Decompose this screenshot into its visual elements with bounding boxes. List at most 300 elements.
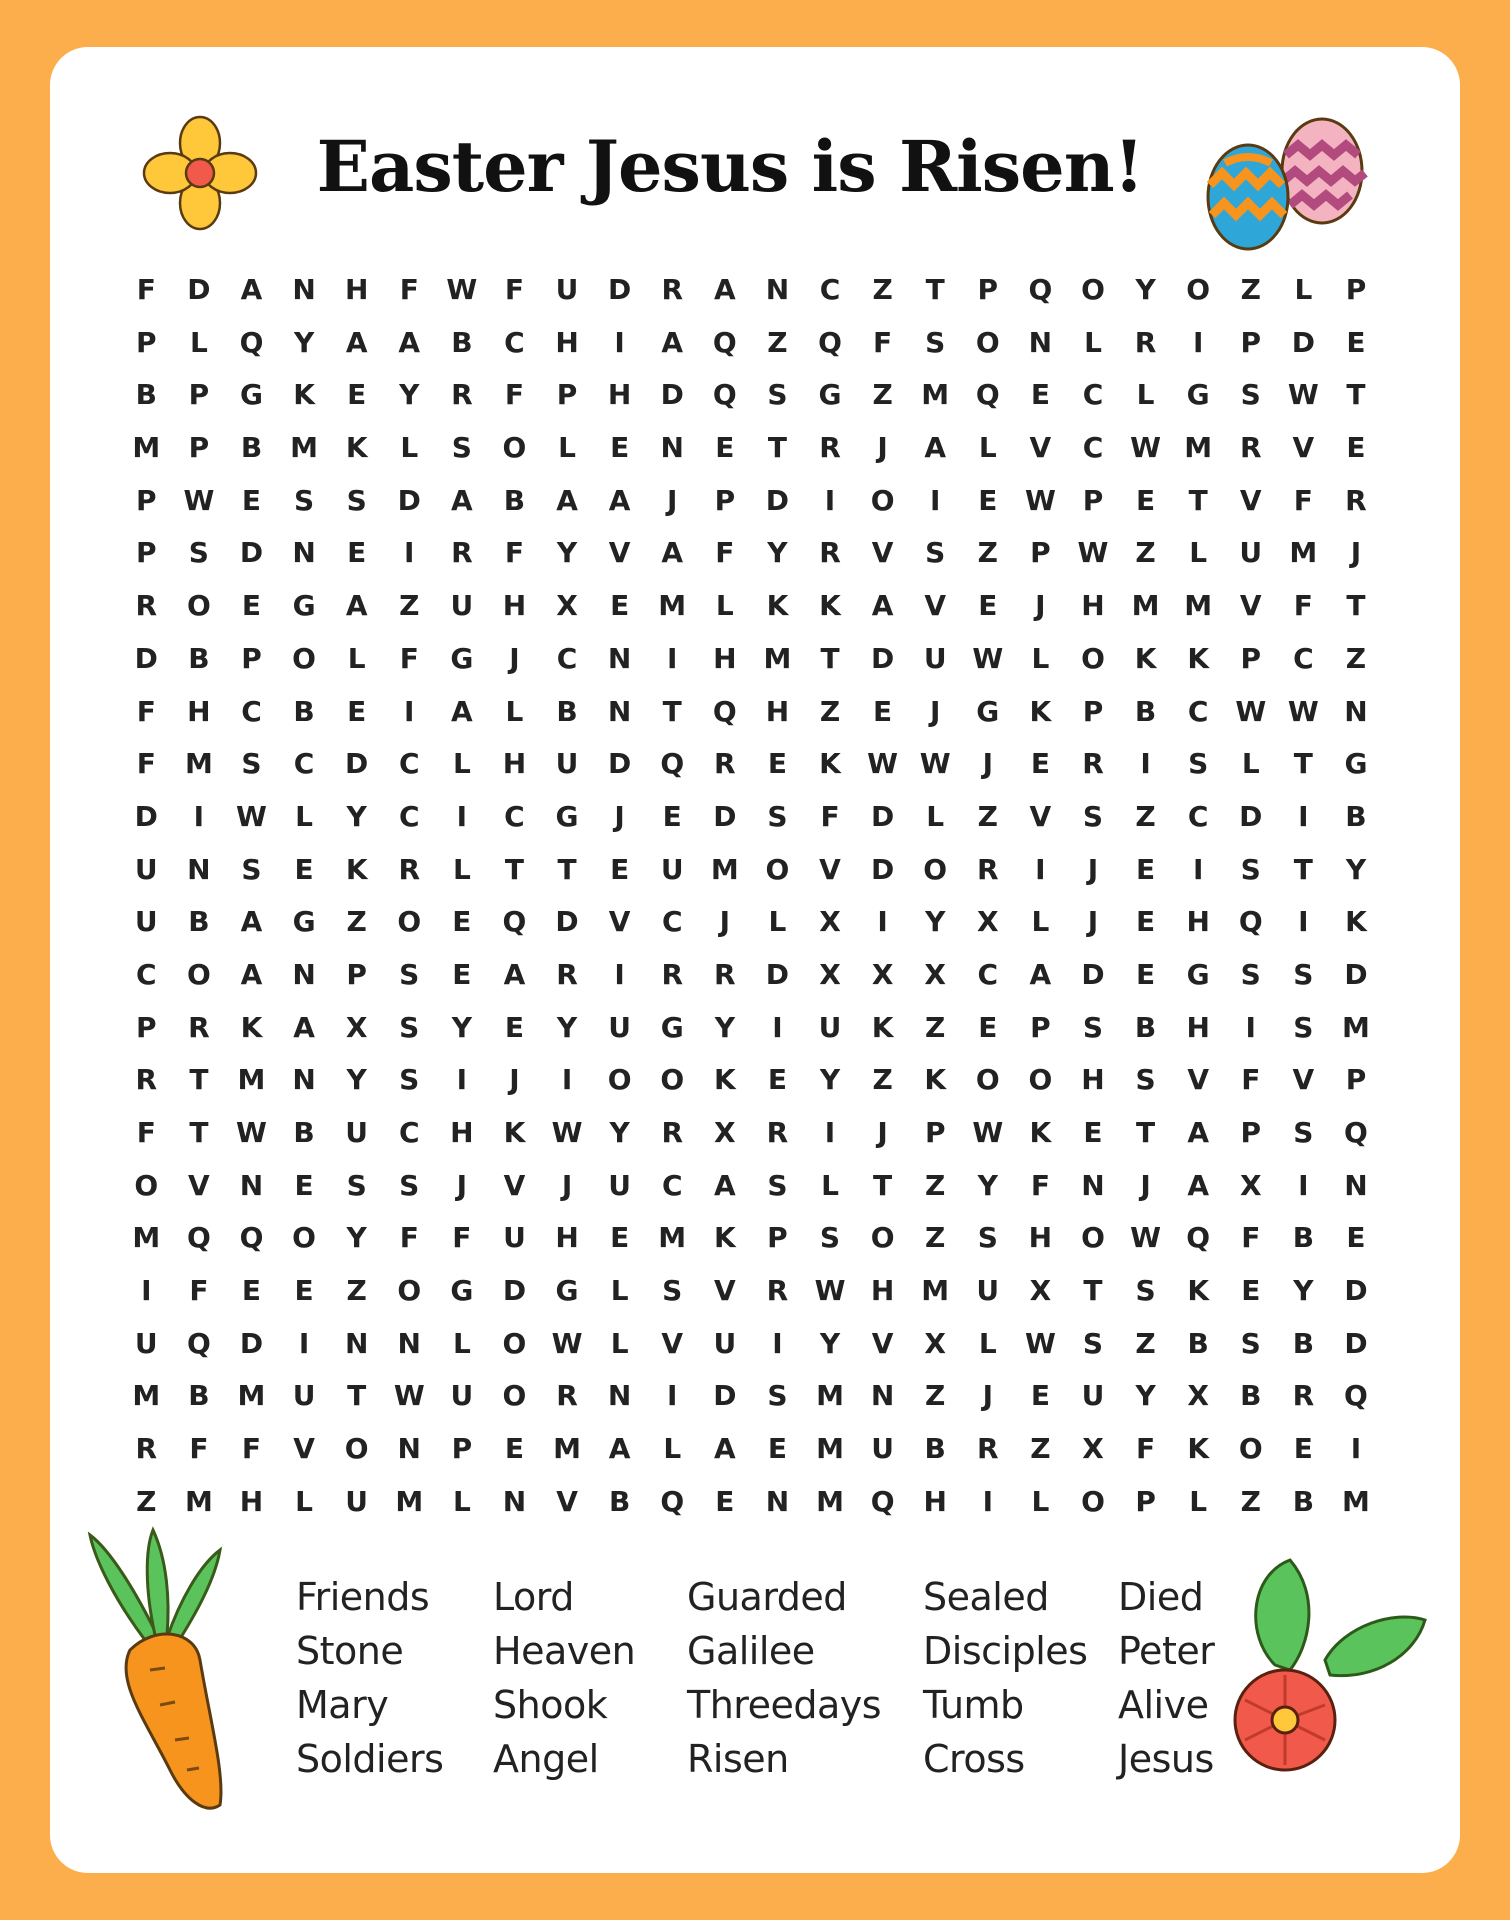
grid-letter: D bbox=[134, 799, 158, 833]
grid-letter: S bbox=[1135, 1063, 1156, 1097]
grid-letter: N bbox=[1344, 1168, 1368, 1202]
grid-letter: C bbox=[293, 747, 315, 781]
grid-row bbox=[120, 686, 1382, 739]
grid-letter: M bbox=[237, 1379, 266, 1413]
grid-letter: A bbox=[1187, 1116, 1209, 1149]
grid-letter: G bbox=[818, 378, 842, 412]
grid-letter: A bbox=[713, 1168, 736, 1202]
grid-letter: Y bbox=[1135, 1379, 1156, 1413]
grid-letter: J bbox=[1140, 1168, 1151, 1202]
grid-letter: F bbox=[1293, 483, 1313, 517]
grid-letter: P bbox=[451, 1432, 473, 1466]
grid-letter: B bbox=[1292, 1326, 1315, 1360]
grid-letter: V bbox=[608, 536, 631, 570]
grid-letter: J bbox=[667, 483, 678, 517]
grid-letter: N bbox=[1028, 325, 1053, 359]
grid-letter: M bbox=[816, 1432, 844, 1466]
grid-letter: F bbox=[452, 1221, 472, 1255]
grid-row bbox=[120, 633, 1382, 686]
grid-letter: R bbox=[1134, 325, 1157, 359]
grid-letter: V bbox=[293, 1432, 315, 1466]
grid-letter: W bbox=[1287, 378, 1319, 412]
grid-letter: M bbox=[1131, 589, 1160, 623]
grid-letter: D bbox=[1344, 957, 1368, 991]
grid-letter: Q bbox=[239, 325, 264, 359]
grid-letter: V bbox=[1239, 589, 1262, 623]
grid-letter: Q bbox=[660, 1484, 685, 1518]
grid-letter: Z bbox=[399, 589, 420, 623]
grid-letter: R bbox=[398, 852, 421, 886]
grid-letter: G bbox=[660, 1010, 684, 1044]
grid-letter: T bbox=[1346, 589, 1366, 623]
grid-row bbox=[120, 949, 1382, 1002]
grid-letter: Z bbox=[1345, 641, 1367, 675]
easter-eggs-icon bbox=[1190, 115, 1375, 255]
grid-letter: Y bbox=[1135, 273, 1156, 306]
grid-letter: O bbox=[134, 1168, 159, 1202]
grid-letter: H bbox=[187, 694, 211, 728]
grid-letter: V bbox=[188, 1168, 210, 1202]
grid-letter: T bbox=[925, 273, 945, 306]
grid-letter: R bbox=[714, 957, 736, 991]
grid-letter: J bbox=[1350, 536, 1362, 570]
grid-letter: Y bbox=[556, 536, 578, 570]
grid-letter: A bbox=[345, 325, 368, 359]
grid-letter: L bbox=[452, 1326, 471, 1360]
grid-letter: T bbox=[189, 1116, 209, 1149]
grid-letter: M bbox=[921, 378, 950, 412]
grid-letter: B bbox=[188, 641, 210, 675]
grid-letter: M bbox=[132, 431, 161, 465]
grid-row bbox=[120, 738, 1382, 791]
grid-letter: J bbox=[509, 641, 520, 675]
grid-letter: O bbox=[660, 1063, 685, 1097]
grid-letter: K bbox=[1187, 1274, 1210, 1308]
grid-letter: S bbox=[241, 852, 262, 886]
grid-letter: K bbox=[819, 747, 841, 781]
grid-letter: I bbox=[824, 1116, 836, 1149]
grid-letter: M bbox=[132, 1221, 161, 1255]
grid-letter: L bbox=[452, 1484, 471, 1518]
grid-letter: B bbox=[135, 378, 157, 412]
grid-letter: U bbox=[555, 747, 579, 781]
grid-letter: K bbox=[503, 1116, 526, 1149]
grid-letter: S bbox=[1082, 799, 1104, 833]
grid-letter: I bbox=[772, 1010, 783, 1044]
grid-letter: E bbox=[1136, 483, 1156, 517]
grid-letter: C bbox=[1187, 799, 1209, 833]
grid-letter: Y bbox=[451, 1010, 472, 1044]
grid-letter: Q bbox=[660, 747, 685, 781]
grid-letter: Y bbox=[977, 1168, 998, 1202]
grid-letter: U bbox=[976, 1274, 1000, 1308]
grid-letter: N bbox=[292, 957, 316, 991]
search-word: Galilee bbox=[687, 1629, 815, 1673]
grid-letter: J bbox=[877, 431, 888, 465]
grid-letter: P bbox=[977, 273, 999, 306]
grid-letter: F bbox=[715, 536, 735, 570]
grid-letter: E bbox=[610, 852, 630, 886]
grid-letter: T bbox=[1083, 1274, 1103, 1308]
grid-letter: L bbox=[1031, 1484, 1050, 1518]
grid-letter: Z bbox=[346, 905, 367, 939]
grid-letter: X bbox=[819, 905, 841, 939]
grid-letter: S bbox=[1293, 1010, 1314, 1044]
grid-letter: E bbox=[452, 905, 472, 939]
grid-letter: F bbox=[1241, 1063, 1261, 1097]
grid-letter: O bbox=[607, 1063, 632, 1097]
grid-letter: O bbox=[292, 1221, 316, 1255]
grid-letter: T bbox=[1293, 747, 1313, 781]
grid-letter: Z bbox=[925, 1168, 946, 1202]
grid-letter: Y bbox=[1345, 852, 1367, 886]
grid-letter: O bbox=[292, 641, 316, 675]
grid-letter: F bbox=[136, 273, 156, 306]
grid-row bbox=[120, 264, 1382, 317]
flower-leaves-icon bbox=[1215, 1555, 1435, 1775]
grid-letter: A bbox=[713, 273, 736, 306]
word-column bbox=[493, 1570, 635, 1786]
grid-letter: N bbox=[1344, 694, 1368, 728]
grid-letter: M bbox=[816, 1484, 844, 1518]
grid-letter: Q bbox=[712, 694, 737, 728]
page-title: Easter Jesus is Risen! bbox=[316, 125, 1144, 208]
word-column bbox=[687, 1570, 881, 1786]
grid-letter: I bbox=[824, 483, 836, 517]
grid-letter: T bbox=[767, 431, 787, 465]
grid-letter: V bbox=[1029, 431, 1052, 465]
grid-letter: Q bbox=[870, 1484, 895, 1518]
grid-letter: I bbox=[456, 1063, 468, 1097]
grid-letter: N bbox=[502, 1484, 527, 1518]
grid-letter: B bbox=[1345, 799, 1367, 833]
grid-letter: S bbox=[1082, 1010, 1104, 1044]
grid-letter: Y bbox=[399, 378, 420, 412]
grid-letter: A bbox=[451, 694, 473, 728]
grid-letter: V bbox=[1292, 1063, 1315, 1097]
grid-letter: O bbox=[502, 1326, 527, 1360]
grid-letter: F bbox=[399, 1221, 419, 1255]
grid-letter: L bbox=[1189, 1484, 1208, 1518]
grid-letter: G bbox=[292, 589, 316, 623]
grid-letter: T bbox=[1293, 852, 1313, 886]
grid-letter: R bbox=[451, 378, 473, 412]
grid-letter: I bbox=[1298, 1168, 1309, 1202]
grid-letter: A bbox=[608, 1432, 631, 1466]
grid-letter: V bbox=[1239, 483, 1262, 517]
grid-letter: Y bbox=[346, 799, 367, 833]
grid-letter: M bbox=[1184, 589, 1213, 623]
grid-letter: N bbox=[239, 1168, 264, 1202]
word-column bbox=[296, 1570, 443, 1786]
grid-letter: B bbox=[1292, 1484, 1315, 1518]
grid-letter: E bbox=[873, 694, 893, 728]
grid-letter: J bbox=[614, 799, 625, 833]
grid-letter: W bbox=[1130, 431, 1162, 465]
search-word: Guarded bbox=[687, 1575, 847, 1619]
grid-letter: Y bbox=[556, 1010, 578, 1044]
grid-letter: L bbox=[558, 431, 576, 465]
grid-letter: J bbox=[456, 1168, 468, 1202]
grid-letter: V bbox=[871, 1326, 894, 1360]
grid-letter: R bbox=[451, 536, 473, 570]
grid-letter: H bbox=[239, 1484, 264, 1518]
grid-letter: D bbox=[765, 483, 790, 517]
flower-icon bbox=[142, 115, 258, 231]
grid-letter: R bbox=[977, 852, 999, 886]
grid-letter: J bbox=[982, 1379, 993, 1413]
grid-letter: A bbox=[451, 483, 473, 517]
grid-letter: B bbox=[608, 1484, 631, 1518]
grid-letter: E bbox=[347, 694, 367, 728]
grid-letter: K bbox=[1029, 694, 1052, 728]
grid-letter: I bbox=[193, 799, 205, 833]
grid-letter: A bbox=[398, 325, 421, 359]
grid-letter: W bbox=[236, 1116, 267, 1149]
grid-letter: M bbox=[184, 1484, 213, 1518]
grid-row bbox=[120, 844, 1382, 897]
grid-letter: F bbox=[241, 1432, 262, 1466]
grid-letter: E bbox=[978, 483, 998, 517]
grid-letter: X bbox=[1029, 1274, 1052, 1308]
grid-letter: S bbox=[767, 1168, 788, 1202]
grid-letter: H bbox=[344, 273, 369, 306]
grid-letter: Q bbox=[239, 1221, 264, 1255]
grid-letter: O bbox=[1081, 1484, 1105, 1518]
grid-letter: V bbox=[713, 1274, 736, 1308]
grid-letter: Z bbox=[872, 378, 893, 412]
grid-letter: H bbox=[502, 747, 527, 781]
grid-letter: Z bbox=[977, 536, 998, 570]
grid-row bbox=[120, 1265, 1382, 1318]
grid-letter: D bbox=[345, 747, 369, 781]
grid-letter: J bbox=[929, 694, 941, 728]
grid-letter: X bbox=[819, 957, 841, 991]
grid-letter: Y bbox=[767, 536, 788, 570]
grid-letter: T bbox=[504, 852, 524, 886]
grid-row bbox=[120, 1160, 1382, 1213]
grid-letter: U bbox=[608, 1010, 632, 1044]
grid-letter: I bbox=[1192, 852, 1204, 886]
grid-letter: K bbox=[1187, 641, 1210, 675]
grid-letter: E bbox=[715, 431, 735, 465]
grid-letter: O bbox=[1238, 1432, 1263, 1466]
grid-letter: S bbox=[767, 799, 788, 833]
grid-letter: M bbox=[710, 852, 739, 886]
grid-letter: M bbox=[132, 1379, 161, 1413]
grid-letter: U bbox=[871, 1432, 894, 1466]
grid-letter: T bbox=[1188, 483, 1208, 517]
grid-letter: O bbox=[975, 325, 1000, 359]
grid-letter: K bbox=[293, 378, 315, 412]
grid-letter: E bbox=[294, 852, 314, 886]
grid-letter: S bbox=[1135, 1274, 1156, 1308]
grid-letter: H bbox=[1028, 1221, 1053, 1255]
grid-letter: R bbox=[661, 1116, 684, 1149]
grid-letter: S bbox=[346, 1168, 367, 1202]
search-word: Shook bbox=[493, 1683, 608, 1727]
grid-letter: S bbox=[819, 1221, 841, 1255]
grid-letter: L bbox=[347, 641, 366, 675]
grid-letter: D bbox=[239, 536, 264, 570]
grid-letter: S bbox=[399, 957, 420, 991]
grid-letter: D bbox=[660, 378, 684, 412]
grid-row bbox=[120, 580, 1382, 633]
grid-letter: W bbox=[814, 1274, 846, 1308]
grid-letter: E bbox=[610, 431, 630, 465]
grid-letter: L bbox=[505, 694, 524, 728]
grid-letter: M bbox=[658, 589, 687, 623]
grid-letter: D bbox=[134, 641, 158, 675]
grid-letter: D bbox=[1081, 957, 1105, 991]
grid-letter: I bbox=[982, 1484, 993, 1518]
grid-letter: Z bbox=[872, 1063, 893, 1097]
grid-letter: P bbox=[136, 1010, 157, 1044]
grid-letter: M bbox=[1184, 431, 1213, 465]
grid-letter: O bbox=[186, 957, 211, 991]
grid-letter: O bbox=[923, 852, 948, 886]
grid-letter: G bbox=[1186, 957, 1210, 991]
grid-letter: D bbox=[870, 799, 895, 833]
grid-letter: V bbox=[661, 1326, 684, 1360]
grid-letter: G bbox=[450, 641, 474, 675]
grid-letter: Z bbox=[819, 694, 841, 728]
grid-letter: D bbox=[870, 852, 895, 886]
grid-letter: S bbox=[399, 1010, 420, 1044]
grid-letter: G bbox=[976, 694, 1000, 728]
grid-letter: V bbox=[503, 1168, 526, 1202]
grid-letter: K bbox=[240, 1010, 263, 1044]
grid-letter: I bbox=[1350, 1432, 1362, 1466]
grid-letter: A bbox=[924, 431, 947, 465]
grid-letter: R bbox=[556, 1379, 578, 1413]
grid-letter: F bbox=[189, 1432, 209, 1466]
grid-letter: E bbox=[1030, 378, 1050, 412]
grid-letter: A bbox=[1187, 1168, 1209, 1202]
grid-row bbox=[120, 1107, 1382, 1160]
grid-letter: N bbox=[292, 1063, 316, 1097]
grid-letter: J bbox=[509, 1063, 520, 1097]
grid-letter: E bbox=[1136, 905, 1156, 939]
grid-letter: F bbox=[136, 1116, 156, 1149]
grid-letter: G bbox=[555, 1274, 579, 1308]
search-word: Soldiers bbox=[296, 1737, 444, 1781]
grid-letter: O bbox=[502, 431, 527, 465]
grid-letter: O bbox=[870, 1221, 895, 1255]
word-column bbox=[923, 1570, 1087, 1786]
grid-letter: E bbox=[978, 589, 998, 623]
grid-letter: S bbox=[1293, 1116, 1314, 1149]
grid-letter: X bbox=[714, 1116, 736, 1149]
grid-letter: P bbox=[188, 378, 210, 412]
grid-letter: Z bbox=[1135, 1326, 1156, 1360]
grid-letter: Q bbox=[818, 325, 842, 359]
grid-letter: S bbox=[293, 483, 315, 517]
grid-letter: A bbox=[556, 483, 578, 517]
grid-letter: J bbox=[561, 1168, 573, 1202]
grid-letter: P bbox=[136, 325, 157, 359]
grid-letter: U bbox=[450, 589, 474, 623]
grid-letter: P bbox=[346, 957, 367, 991]
grid-letter: R bbox=[135, 1063, 158, 1097]
grid-letter: W bbox=[972, 641, 1004, 675]
grid-letter: C bbox=[977, 957, 999, 991]
grid-letter: M bbox=[1289, 536, 1318, 570]
grid-letter: Q bbox=[1186, 1221, 1211, 1255]
grid-letter: G bbox=[1344, 747, 1368, 781]
grid-letter: P bbox=[241, 641, 262, 675]
grid-letter: Y bbox=[1293, 1274, 1314, 1308]
grid-letter: U bbox=[1081, 1379, 1105, 1413]
grid-letter: E bbox=[1136, 957, 1156, 991]
grid-row bbox=[120, 1054, 1382, 1107]
grid-letter: S bbox=[399, 1063, 420, 1097]
grid-letter: F bbox=[1241, 1221, 1261, 1255]
grid-letter: C bbox=[1082, 431, 1104, 465]
grid-row bbox=[120, 369, 1382, 422]
grid-letter: D bbox=[239, 1326, 264, 1360]
grid-letter: L bbox=[978, 1326, 997, 1360]
grid-letter: C bbox=[1082, 378, 1104, 412]
grid-letter: I bbox=[1298, 799, 1309, 833]
grid-letter: T bbox=[1136, 1116, 1156, 1149]
grid-letter: Q bbox=[1238, 905, 1263, 939]
grid-letter: G bbox=[555, 799, 579, 833]
search-word: Alive bbox=[1118, 1683, 1209, 1727]
search-word: Risen bbox=[687, 1737, 789, 1781]
grid-letter: O bbox=[397, 1274, 422, 1308]
grid-letter: C bbox=[1293, 641, 1314, 675]
title-row bbox=[0, 115, 1510, 235]
grid-letter: F bbox=[189, 1274, 209, 1308]
grid-letter: H bbox=[870, 1274, 895, 1308]
grid-letter: I bbox=[1245, 1010, 1256, 1044]
grid-letter: Z bbox=[136, 1484, 157, 1518]
grid-letter: D bbox=[1291, 325, 1315, 359]
grid-letter: T bbox=[873, 1168, 893, 1202]
grid-letter: P bbox=[924, 1116, 946, 1149]
grid-letter: F bbox=[1136, 1432, 1156, 1466]
grid-letter: V bbox=[1029, 799, 1052, 833]
search-word: Mary bbox=[296, 1683, 389, 1727]
grid-letter: S bbox=[767, 378, 788, 412]
grid-letter: A bbox=[345, 589, 368, 623]
grid-letter: L bbox=[1084, 325, 1102, 359]
grid-letter: C bbox=[1187, 694, 1209, 728]
grid-letter: B bbox=[924, 1432, 946, 1466]
grid-letter: O bbox=[344, 1432, 369, 1466]
grid-letter: F bbox=[399, 273, 419, 306]
grid-letter: S bbox=[1293, 957, 1314, 991]
grid-letter: Y bbox=[609, 1116, 630, 1149]
grid-letter: J bbox=[1087, 905, 1099, 939]
grid-letter: F bbox=[1030, 1168, 1050, 1202]
grid-letter: D bbox=[1239, 799, 1263, 833]
grid-letter: G bbox=[1186, 378, 1210, 412]
grid-letter: O bbox=[502, 1379, 527, 1413]
search-word: Stone bbox=[296, 1629, 404, 1673]
grid-letter: X bbox=[1082, 1432, 1104, 1466]
grid-letter: A bbox=[713, 1432, 736, 1466]
grid-letter: S bbox=[977, 1221, 998, 1255]
grid-letter: E bbox=[978, 1010, 998, 1044]
search-word: Angel bbox=[493, 1737, 599, 1781]
grid-letter: N bbox=[1081, 1168, 1105, 1202]
grid-letter: U bbox=[608, 1168, 632, 1202]
grid-letter: K bbox=[713, 1063, 736, 1097]
grid-letter: E bbox=[767, 747, 787, 781]
grid-letter: V bbox=[1187, 1063, 1209, 1097]
